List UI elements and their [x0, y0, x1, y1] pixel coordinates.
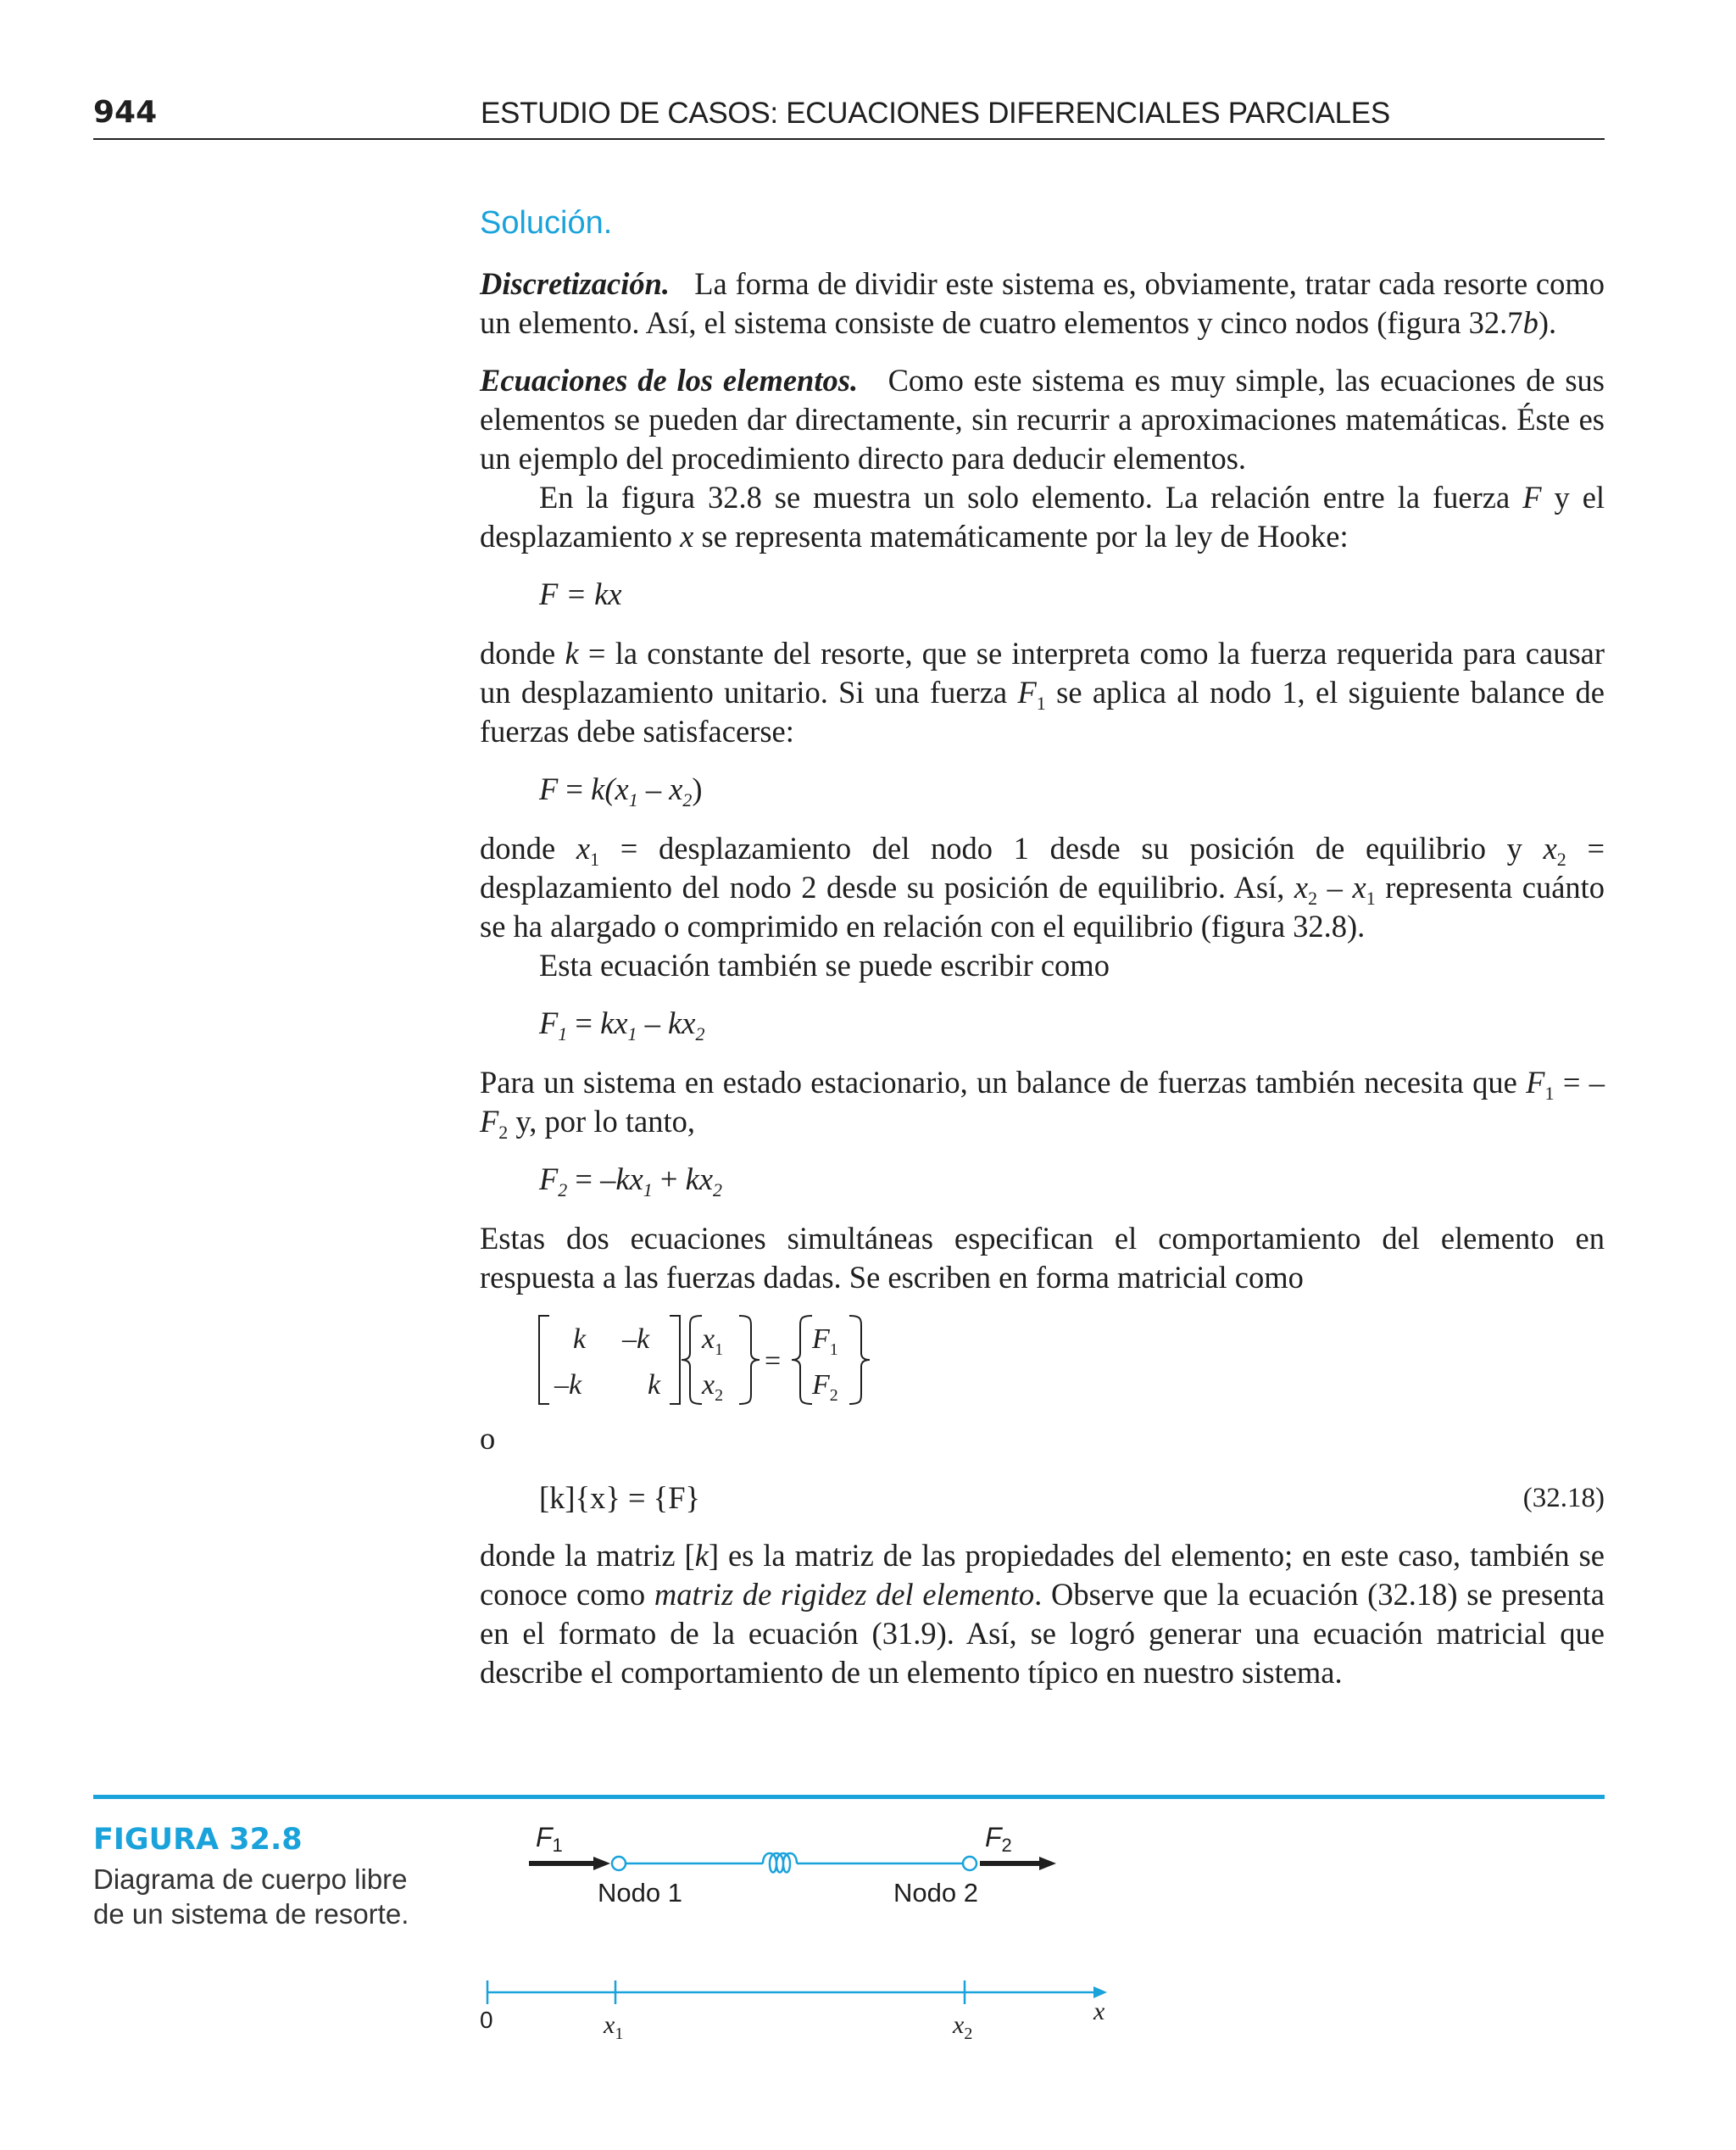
running-header: ESTUDIO DE CASOS: ECUACIONES DIFERENCIALES PARCIALES [481, 97, 1390, 130]
spring [626, 1853, 963, 1873]
equation-force-balance: $F = k(x_1 - x_2)$ [539, 771, 703, 810]
paragraph-spring-constant: donde k = la constante del resorte, que se interpreta como la fuerza requerida para causar un desplazamiento unitario. Si una fuerza $F_1$ se aplica al nodo 1, el siguiente balance de fuerzas debe satisfacerse: [480, 636, 1605, 749]
svg-text:x1: $x_1$ [702, 1323, 724, 1359]
axis-label-x2: $x_2$ [953, 2011, 973, 2043]
svg-text:F1: $F_1$ [812, 1323, 838, 1359]
solution-heading: Solución. [480, 205, 613, 241]
paragraph-stiffness: donde la matriz [k] es la matriz de las propiedades del elemento; en este caso, también se conoce como matriz de rigidez del elemento. Observe que la ecuación (32.18) se presenta en el formato de la ecuación (31.9). Así, se logró generar una ecuación matricial que describe el comportamiento de un elemento típico en nuestro sistema. [480, 1538, 1605, 1690]
x-axis-arrowhead [1093, 1986, 1107, 1998]
svg-text:x2: $x_2$ [702, 1369, 724, 1405]
force-f2-arrow [980, 1857, 1056, 1870]
paragraph-rewrite: Esta ecuación también se puede escribir como [539, 948, 1110, 983]
svg-text:k: k [648, 1369, 661, 1401]
paragraph-displacements: donde $x_1$ = desplazamiento del nodo 1 desde su posición de equilibrio y $x_2$ = desplazamiento del nodo 2 desde su posición de equilibrio. Así, $x_2 - x_1$ representa cuánto se ha alargado o comprimido en relación con el equilibrio (figura 32.8). [480, 831, 1605, 944]
node-1-marker [612, 1857, 626, 1870]
paragraph-simultaneous: Estas dos ecuaciones simultáneas especifican el comportamiento del elemento en respuesta a las fuerzas dadas. Se escriben en forma matricial como [480, 1221, 1605, 1295]
spring-free-body-diagram [475, 1806, 1119, 2052]
svg-text:k: k [573, 1323, 587, 1355]
svg-text:–k: –k [554, 1369, 582, 1401]
equation-32-18 [480, 1479, 1605, 1518]
equation-32-18-body: [k]{x} = {F} [539, 1480, 701, 1515]
label-f1: F1 [536, 1822, 563, 1856]
figure-title: FIGURA 32.8 [93, 1823, 303, 1857]
equation-f1: $F_1 = kx_1 - kx_2$ [539, 1005, 705, 1044]
equation-hooke: F = kx [539, 576, 622, 611]
svg-text:–k: –k [622, 1323, 650, 1355]
equation-f2: $F_2 = -kx_1 + kx_2$ [539, 1161, 723, 1200]
label-node-1: Nodo 1 [598, 1878, 682, 1908]
figure-rule [93, 1795, 1605, 1799]
label-f2: F2 [985, 1822, 1012, 1856]
page-number: 944 [93, 95, 158, 130]
paragraph-discretization: Discretización. La forma de dividir este sistema es, obviamente, tratar cada resorte como un elemento. Así, el sistema consiste de cuatro elementos y cinco nodos (figura 32.7b). [480, 266, 1605, 340]
axis-label-x1: $x_1$ [604, 2011, 624, 2043]
axis-label-zero: 0 [480, 2007, 493, 2033]
force-f1-arrow [529, 1857, 610, 1870]
paragraph-element-equations: Ecuaciones de los elementos. Como este sistema es muy simple, las ecuaciones de sus elementos se pueden dar directamente, sin recurrir a aproximaciones matemáticas. Éste es un ejemplo del procedimiento directo para deducir elementos. [480, 363, 1605, 476]
paragraph-hooke: En la figura 32.8 se muestra un solo elemento. La relación entre la fuerza F y el desplazamiento x se representa matemáticamente por la ley de Hooke: [480, 480, 1605, 554]
figure-caption: Diagrama de cuerpo libre de un sistema de resorte. [93, 1863, 409, 1930]
x-axis [487, 1980, 1098, 2004]
paragraph-steady-state: Para un sistema en estado estacionario, un balance de fuerzas también necesita que $F_1 = -F_2$ y, por lo tanto, [480, 1065, 1605, 1143]
node-2-marker [963, 1857, 976, 1870]
lead-discretization: Discretización. [480, 266, 670, 301]
header-rule [93, 138, 1605, 140]
text-or: o [480, 1421, 496, 1456]
svg-text:=: = [765, 1345, 782, 1377]
lead-element-equations: Ecuaciones de los elementos. [480, 363, 859, 398]
label-node-2: Nodo 2 [893, 1878, 978, 1908]
matrix-equation-graphic [536, 1311, 1044, 1409]
equation-number: (32.18) [1522, 1483, 1605, 1513]
main-text [480, 203, 1605, 1692]
matrix-equation [480, 1311, 1605, 1409]
svg-text:F2: $F_2$ [812, 1369, 838, 1405]
axis-label-x: x [1093, 1997, 1105, 2025]
